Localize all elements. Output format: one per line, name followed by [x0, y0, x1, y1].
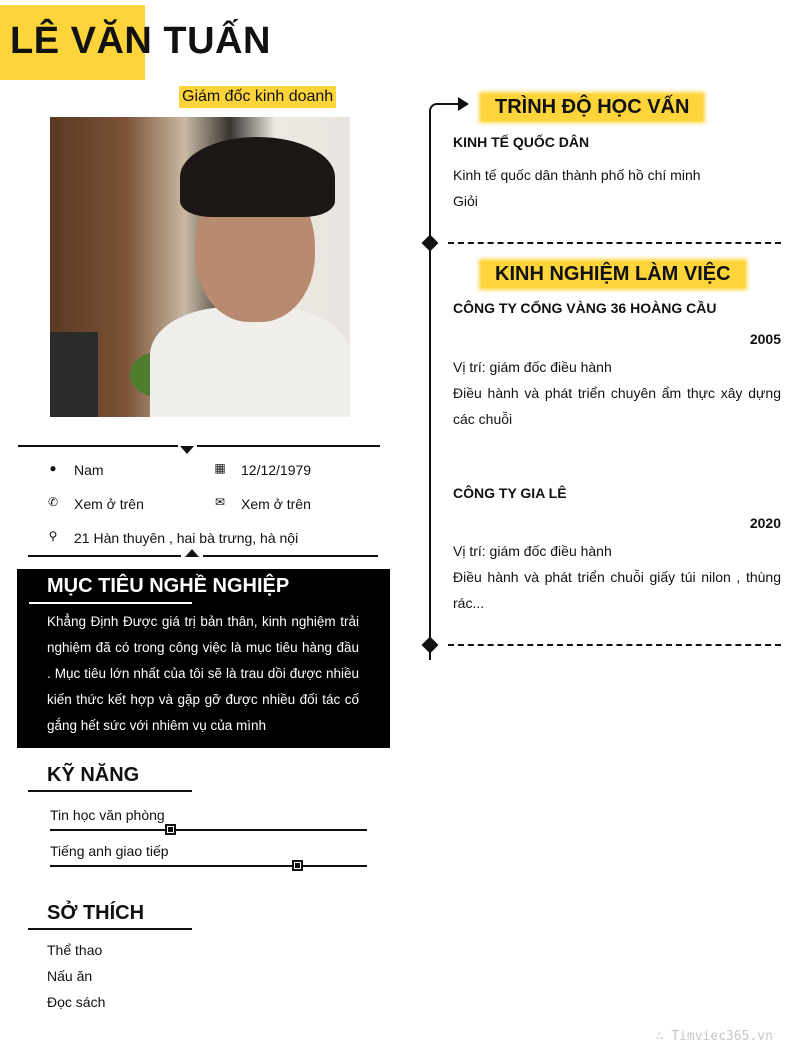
job-title: Giám đốc kinh doanh	[179, 86, 336, 108]
objective-section	[17, 569, 390, 748]
education-title: TRÌNH ĐỘ HỌC VẤN	[481, 94, 703, 121]
company-name: CÔNG TY GIA LÊ	[453, 485, 567, 501]
work-year: 2020	[749, 515, 781, 531]
company-name: CÔNG TY CỔNG VÀNG 36 HOÀNG CẦU	[453, 300, 717, 316]
arrow-right-icon	[458, 97, 469, 111]
profile-photo	[50, 117, 350, 417]
skill-label: Tiếng anh giao tiếp	[50, 843, 169, 859]
email-icon: ✉	[214, 495, 226, 509]
divider	[203, 555, 378, 557]
experience-title: KINH NGHIỆM LÀM VIỆC	[481, 261, 745, 288]
hobby-item: Nấu ăn	[47, 968, 93, 984]
objective-title: MỤC TIÊU NGHỀ NGHIỆP	[47, 575, 290, 597]
phone: Xem ở trên	[74, 496, 144, 512]
work-description: Điều hành và phát triển chuyên ẩm thực xây dựng các chuỗi	[453, 385, 781, 427]
divider	[28, 555, 181, 557]
timeline-diamond	[422, 235, 439, 252]
hobby-item: Đọc sách	[47, 994, 106, 1010]
education-grade: Giỏi	[453, 193, 478, 209]
hobby-item: Thể thao	[47, 942, 103, 958]
dashed-divider	[448, 242, 781, 244]
skills-title: KỸ NĂNG	[47, 764, 140, 786]
watermark: ∴ Timviec365.vn	[655, 1029, 773, 1044]
divider	[18, 445, 178, 447]
work-description: Điều hành và phát triển chuỗi giấy túi nilon , thùng rác...	[453, 569, 781, 611]
candidate-name: LÊ VĂN TUẤN	[10, 20, 271, 62]
gender: Nam	[74, 462, 104, 478]
location-icon: ⚲	[48, 529, 58, 543]
title-underline	[29, 602, 192, 604]
school-name: KINH TẾ QUỐC DÂN	[453, 134, 590, 150]
education-detail: Kinh tế quốc dân thành phố hồ chí minh	[453, 167, 701, 183]
arrow-down-icon	[180, 446, 194, 454]
hobbies-title: SỞ THÍCH	[47, 902, 145, 924]
timeline-line	[429, 112, 431, 660]
dashed-divider	[448, 644, 781, 646]
phone-icon: ✆	[47, 495, 59, 509]
address: 21 Hàn thuyên , hai bà trưng, hà nội	[74, 530, 299, 546]
work-position: Vị trí: giám đốc điều hành	[453, 359, 612, 375]
objective-text: Khẳng Định Được giá trị bản thân, kinh nghiệm trải nghiệm đã có trong công việc là mục tiêu hàng đầu . Mục tiêu lớn nhất của tôi sẽ là trau dồi được nhiều kiến thức kết hợp và gặp gỡ được nhiều đối tác cố gắng hết sức với nhiêm vụ của mình	[47, 614, 359, 733]
work-year: 2005	[749, 331, 781, 347]
birthday: 12/12/1979	[241, 462, 312, 478]
timeline-diamond	[422, 637, 439, 654]
arrow-up-icon	[185, 549, 199, 557]
title-underline	[28, 928, 192, 930]
skill-bar	[50, 829, 367, 831]
user-icon: ●	[49, 461, 57, 475]
title-underline	[28, 790, 192, 792]
divider	[197, 445, 380, 447]
email: Xem ở trên	[241, 496, 311, 512]
skill-label: Tin học văn phòng	[50, 807, 165, 823]
skill-level-knob	[292, 860, 303, 871]
skill-level-knob	[165, 824, 176, 835]
skill-bar	[50, 865, 367, 867]
work-position: Vị trí: giám đốc điều hành	[453, 543, 612, 559]
calendar-icon: ▦	[214, 461, 226, 475]
timeline-connector	[429, 103, 459, 115]
